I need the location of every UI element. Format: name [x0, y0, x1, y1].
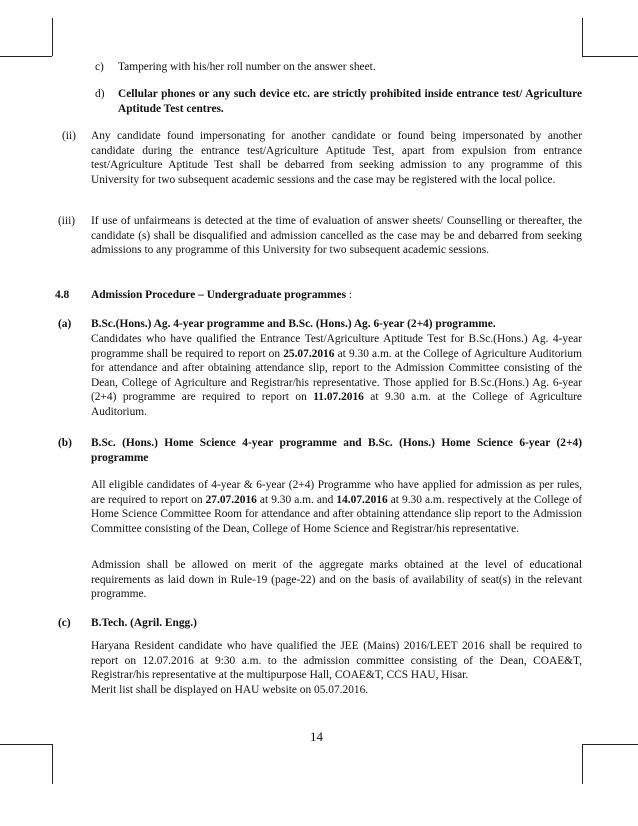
- a-date-2: 11.07.2016: [313, 391, 364, 404]
- item-iii-text: If use of unfairmeans is detected at the time of evaluation of answer sheets/ Counselling or thereafter, the candidate (s) shall be disqualified and admission cancelled as the case may be and debarred from seeking admissions to any programme of this University for two subsequent academic sessions.: [91, 215, 582, 257]
- crop-mark-bottom-left-h: [0, 744, 52, 745]
- subsection-b-paragraph-1: [91, 478, 582, 536]
- item-d-label: d): [95, 88, 105, 100]
- section-number: 4.8: [55, 289, 70, 301]
- a-text-3: at 9.30 a.m. at the College of Agriculture Auditorium.: [91, 391, 582, 418]
- b-date-2: 14.07.2016: [336, 493, 388, 506]
- b-text-2: at 9.30 a.m. and: [256, 493, 337, 506]
- item-c-label: c): [95, 61, 104, 73]
- crop-mark-top-right-h: [582, 56, 638, 57]
- item-c-text: Tampering with his/her roll number on the answer sheet.: [118, 61, 376, 73]
- subsection-c-paragraph: Haryana Resident candidate who have qualified the JEE (Mains) 2016/LEET 2016 shall be required to report on 12.07.2016 at 9:30 a.m. to the admission committee consisting of the Dean, COAE&T, Registrar/his representative at the multipurpose Hall, COAE&T, CCS HAU, Hisar.: [91, 640, 582, 682]
- crop-mark-bottom-left-v: [52, 744, 53, 784]
- subsection-c-label: (c): [58, 617, 71, 629]
- b-text-1: All eligible candidates of 4-year & 6-year (2+4) Programme who have applied for admission as per rules, are required to report on: [91, 479, 582, 506]
- section-title-suffix: :: [346, 289, 353, 301]
- a-text-2: at 9.30 a.m. at the College of Agriculture Auditorium for attendance and after obtaining attendance slip, report to the Admission Committee consisting of the Dean, College of Agriculture and Registrar/his representative. Those applied for B.Sc.(Hons.) Ag. 6-year (2+4) programme are required to report on: [91, 347, 582, 404]
- subsection-b-heading: B.Sc. (Hons.) Home Science 4-year programme and B.Sc. (Hons.) Home Science 6-year (2+4) programme: [91, 437, 582, 464]
- item-ii-label: (ii): [62, 130, 76, 142]
- crop-mark-top-right-v: [582, 18, 583, 56]
- subsection-c-heading: B.Tech. (Agril. Engg.): [91, 617, 197, 629]
- subsection-a-label: (a): [58, 318, 72, 330]
- item-d-text: Cellular phones or any such device etc. are strictly prohibited inside entrance test/ Agriculture Aptitude Test centres.: [118, 88, 582, 115]
- crop-mark-top-left-h: [0, 56, 52, 57]
- subsection-a-paragraph: [91, 332, 582, 420]
- b-text-3: at 9.30 a.m. respectively at the College of Home Science Committee Room for attendance and after obtaining attendance slip report to the Admission Committee consisting of the Dean, College of Home Science and Registrar/his representative.: [91, 493, 582, 535]
- a-date-1: 25.07.2016: [283, 347, 335, 360]
- subsection-c-merit-note: Merit list shall be displayed on HAU website on 05.07.2016.: [91, 684, 369, 696]
- b-date-1: 27.07.2016: [205, 493, 257, 506]
- page-number: 14: [310, 729, 323, 744]
- subsection-b-paragraph-2: Admission shall be allowed on merit of the aggregate marks obtained at the level of educational requirements as laid down in Rule-19 (page-22) and on the basis of availability of seat(s) in the relevant programme.: [91, 559, 582, 601]
- subsection-a-heading: B.Sc.(Hons.) Ag. 4-year programme and B.Sc. (Hons.) Ag. 6-year (2+4) programme.: [91, 318, 496, 330]
- section-title: Admission Procedure – Undergraduate programmes: [91, 289, 347, 301]
- subsection-b-label: (b): [58, 437, 72, 449]
- crop-mark-bottom-right-v: [582, 744, 583, 784]
- item-iii-label: (iii): [58, 215, 76, 227]
- crop-mark-bottom-right-h: [582, 744, 638, 745]
- a-text-1: Candidates who have qualified the Entrance Test/Agriculture Aptitude Test for B.Sc.(Hons.) Ag. 4-year programme shall be required to report on: [91, 333, 582, 360]
- crop-mark-top-left-v: [52, 18, 53, 56]
- section-heading: [91, 288, 582, 303]
- item-ii-text: Any candidate found impersonating for another candidate or found being impersonated by another candidate during the entrance test/Agriculture Aptitude Test, apart from expulsion from entrance test/Agriculture Aptitude Test shall be debarred from seeking admission to any programme of this University for two subsequent academic sessions and the case may be registered with the local police.: [91, 130, 582, 186]
